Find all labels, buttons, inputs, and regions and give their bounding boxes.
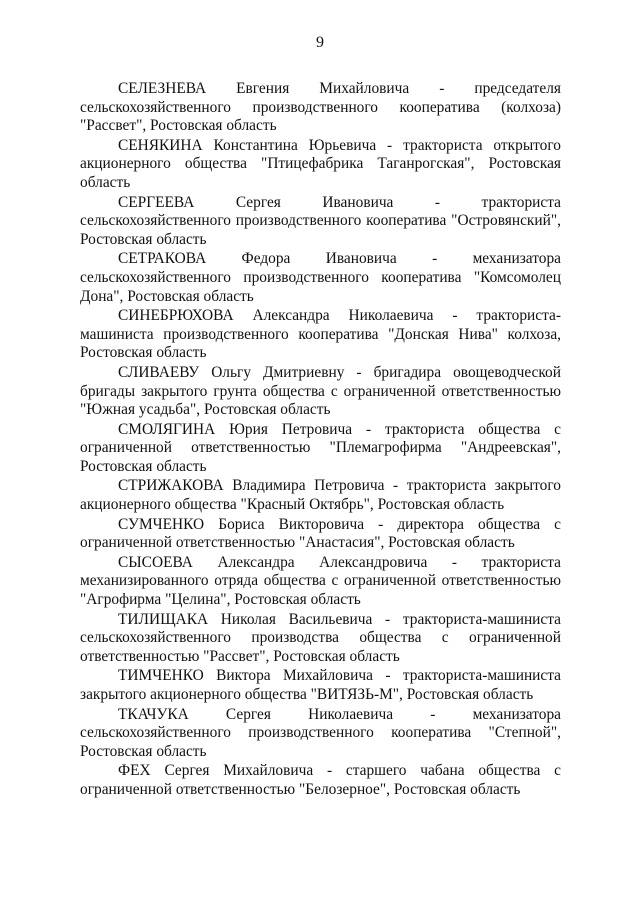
award-entry: СЕНЯКИНА Константина Юрьевича - тракториста открытого акционерного общества "Птицефабрика Таганрогская", Ростовская область xyxy=(80,136,561,191)
award-entry: ТИМЧЕНКО Виктора Михайловича - тракториста-машиниста закрытого акционерного общества "ВИТЯЗЬ-М", Ростовская область xyxy=(80,667,561,703)
award-entry: СЕРГЕЕВА Сергея Ивановича - тракториста сельскохозяйственного производственного кооператива "Островянский", Ростовская область xyxy=(80,193,561,248)
award-entry: СИНЕБРЮХОВА Александра Николаевича - тракториста-машиниста производственного кооператива "Донская Нива" колхоза, Ростовская область xyxy=(80,307,561,362)
award-entry: СЫСОЕВА Александра Александровича - тракториста механизированного отряда общества с ограниченной ответственностью "Агрофирма "Целина", Ростовская область xyxy=(80,553,561,609)
page-number: 9 xyxy=(316,34,324,51)
award-entry: СЛИВАЕВУ Ольгу Дмитриевну - бригадира овощеводческой бригады закрытого грунта общества с ограниченной ответственностью "Южная усадьба", Ростовская область xyxy=(80,363,561,419)
award-entry: СУМЧЕНКО Бориса Викторовича - директора общества с ограниченной ответственностью "Анастасия", Ростовская область xyxy=(80,515,561,552)
award-entry: СЕЛЕЗНЕВА Евгения Михайловича - председателя сельскохозяйственного производственного кооператива (колхоза) "Рассвет", Ростовская область xyxy=(80,80,561,135)
award-entry: ТИЛИЩАКА Николая Васильевича - тракториста-машиниста сельскохозяйственного производства общества с ограниченной ответственностью "Рассвет", Ростовская область xyxy=(80,610,561,665)
award-list xyxy=(80,80,561,801)
award-entry: СМОЛЯГИНА Юрия Петровича - тракториста общества с ограниченной ответственностью "Племагрофирма "Андреевская", Ростовская область xyxy=(80,420,561,475)
award-entry: ФЕХ Сергея Михайловича - старшего чабана общества с ограниченной ответственностью "Белозерное", Ростовская область xyxy=(80,762,561,798)
award-entry: ТКАЧУКА Сергея Николаевича - механизатора сельскохозяйственного производственного кооператива "Степной", Ростовская область xyxy=(80,705,561,760)
award-entry: СЕТРАКОВА Федора Ивановича - механизатора сельскохозяйственного производственного кооператива "Комсомолец Дона", Ростовская область xyxy=(80,250,561,305)
award-entry: СТРИЖАКОВА Владимира Петровича - тракториста закрытого акционерного общества "Красный Октябрь", Ростовская область xyxy=(80,477,561,514)
